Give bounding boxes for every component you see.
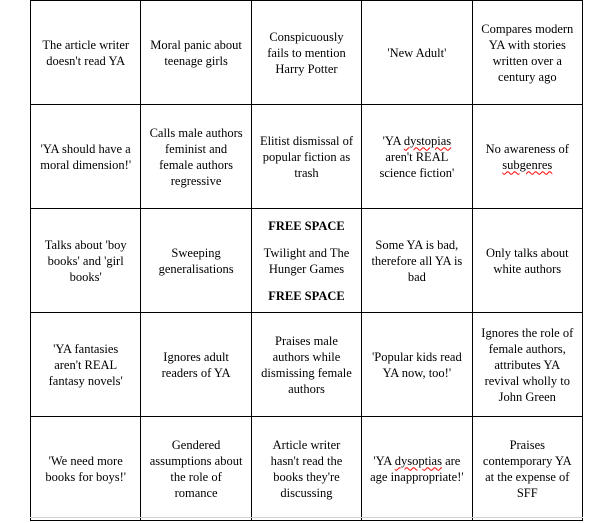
cell-text-line: 'YA should have a	[40, 141, 131, 156]
bingo-cell	[362, 209, 472, 313]
cell-text-line: at the expense of	[485, 469, 570, 484]
bingo-cell	[251, 313, 361, 417]
cell-text-line: contemporary YA	[482, 453, 572, 468]
page-bottom-rule	[30, 517, 583, 518]
bingo-cell	[141, 105, 251, 209]
cell-text-line: authors while	[272, 349, 341, 364]
bingo-row	[31, 417, 583, 521]
cell-text-line: authors	[288, 381, 325, 396]
bingo-cell	[141, 209, 251, 313]
free-space-label: FREE SPACE	[268, 288, 345, 303]
cell-text-line: Twilight and The	[263, 245, 350, 260]
cell-text-line: YA now, too!'	[382, 365, 452, 380]
cell-text-line: 'YA fantasies	[53, 341, 119, 356]
free-space-label: FREE SPACE	[268, 218, 345, 233]
bingo-cell	[472, 209, 582, 313]
cell-text-line: Article writer	[272, 437, 341, 452]
cell-text-line: discussing	[280, 485, 333, 500]
cell-text-line: doesn't read YA	[46, 53, 126, 68]
bingo-cell	[362, 313, 472, 417]
cell-text-line: revival wholly to	[484, 373, 570, 388]
bingo-cell	[472, 105, 582, 209]
cell-text-line: Harry Potter	[275, 61, 338, 76]
cell-text-line: Compares modern	[481, 21, 574, 36]
cell-text-line: the role of	[170, 469, 222, 484]
cell-text-line: 'YA dystopias	[382, 133, 452, 148]
bingo-cell	[251, 105, 361, 209]
cell-text-line: moral dimension!'	[40, 157, 132, 172]
cell-text-line: Gendered	[171, 437, 221, 452]
cell-text-line: Some YA is bad,	[375, 237, 459, 252]
cell-text-line: Praises male	[275, 333, 338, 348]
cell-text-line: white authors	[493, 261, 562, 276]
cell-text-line: Conspicuously	[269, 29, 344, 44]
cell-text-line: romance	[174, 485, 218, 500]
bingo-row	[31, 313, 583, 417]
cell-text-line: books' and 'girl	[47, 253, 124, 268]
cell-text-line: fails to mention	[267, 45, 346, 60]
cell-text-line: age inappropriate!'	[370, 469, 464, 484]
cell-text-line: books'	[69, 269, 102, 284]
bingo-cell	[141, 417, 251, 521]
cell-text-line: written over a	[492, 53, 562, 68]
cell-text-line: popular fiction as	[262, 149, 351, 164]
bingo-cell	[472, 313, 582, 417]
bingo-cell	[31, 1, 141, 105]
cell-text-line: Ignores the role of	[481, 325, 574, 340]
cell-text-line: SFF	[516, 485, 538, 500]
bingo-grid	[31, 1, 583, 521]
bingo-cell	[362, 105, 472, 209]
cell-text-line: Talks about 'boy	[44, 237, 127, 252]
bingo-cell	[251, 1, 361, 105]
cell-text-line: generalisations	[158, 261, 234, 276]
cell-text-line: YA with stories	[488, 37, 566, 52]
cell-text-line: attributes YA	[494, 357, 561, 372]
cell-text-line: Calls male authors	[149, 125, 243, 140]
bingo-card	[30, 0, 583, 521]
cell-text-line: The article writer	[42, 37, 130, 52]
cell-text-line: therefore all YA is	[371, 253, 463, 268]
bingo-cell	[31, 105, 141, 209]
cell-text-line: No awareness of	[485, 141, 569, 156]
bingo-cell	[31, 209, 141, 313]
bingo-cell-free-space	[251, 209, 361, 313]
bingo-cell	[472, 417, 582, 521]
bingo-row	[31, 209, 583, 313]
cell-text-line: 'YA dysoptias are	[373, 453, 461, 468]
cell-text-line: 'New Adult'	[387, 45, 447, 60]
cell-text-line: aren't REAL	[54, 357, 118, 372]
cell-text-line: feminist and	[165, 141, 228, 156]
cell-text-line: assumptions about	[149, 453, 243, 468]
cell-text-line: Ignores adult	[163, 349, 229, 364]
bingo-cell	[31, 313, 141, 417]
bingo-cell	[362, 417, 472, 521]
bingo-row	[31, 1, 583, 105]
cell-text-line: Elitist dismissal of	[259, 133, 353, 148]
bingo-cell	[251, 417, 361, 521]
cell-text-line: 'We need more	[48, 453, 123, 468]
cell-text-line: Praises	[509, 437, 545, 452]
cell-text-line: books they're	[273, 469, 340, 484]
cell-text-line: hasn't read the	[270, 453, 343, 468]
cell-text-line: books for boys!'	[45, 469, 127, 484]
cell-text-line: teenage girls	[164, 53, 228, 68]
cell-text-line: Moral panic about	[150, 37, 242, 52]
cell-text-line: Hunger Games	[268, 261, 345, 276]
cell-text-line: Sweeping	[171, 245, 221, 260]
cell-text-line: 'Popular kids read	[372, 349, 462, 364]
bingo-cell	[472, 1, 582, 105]
bingo-cell	[141, 1, 251, 105]
bingo-row	[31, 105, 583, 209]
cell-text-line: trash	[294, 165, 319, 180]
cell-text-line: Only talks about	[485, 245, 569, 260]
cell-text-line: dismissing female	[261, 365, 352, 380]
cell-text-line: female authors,	[488, 341, 566, 356]
cell-text-line: aren't REAL	[385, 149, 449, 164]
cell-text-line: fantasy novels'	[48, 373, 123, 388]
cell-text-line: female authors	[159, 157, 234, 172]
bingo-cell	[31, 417, 141, 521]
cell-text-line: John Green	[498, 389, 556, 404]
cell-text-line: bad	[407, 269, 426, 284]
bingo-cell	[362, 1, 472, 105]
cell-text-line: science fiction'	[379, 165, 455, 180]
bingo-cell	[141, 313, 251, 417]
cell-text-line: subgenres	[502, 157, 553, 172]
cell-text-line: century ago	[497, 69, 557, 84]
cell-text-line: readers of YA	[161, 365, 231, 380]
cell-text-line: regressive	[170, 173, 222, 188]
